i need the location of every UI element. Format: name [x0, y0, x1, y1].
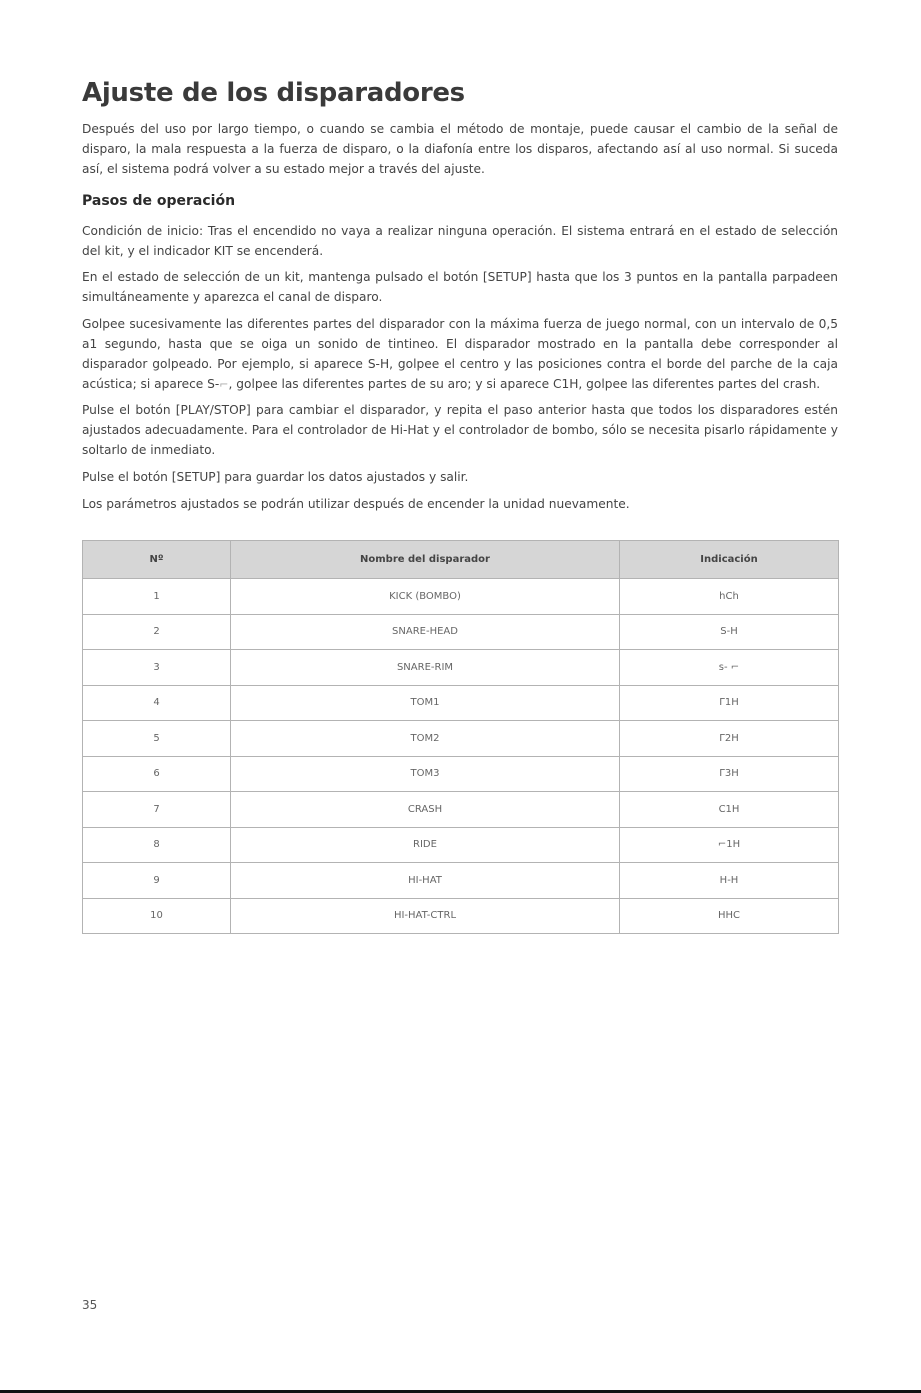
table-row: [83, 792, 839, 828]
page-title: Ajuste de los disparadores: [82, 78, 465, 108]
step-paragraph-1: Condición de inicio: Tras el encendido no vaya a realizar ninguna operación. El sistema entrará en el estado de selección del kit, y el indicador KIT se encenderá.: [82, 224, 838, 258]
steps-heading: Pasos de operación: [82, 193, 236, 209]
cell-number: 3: [83, 650, 231, 686]
cell-trigger-name: HI-HAT: [231, 863, 620, 899]
step-paragraph-5: Pulse el botón [SETUP] para guardar los datos ajustados y salir.: [82, 470, 469, 484]
cell-indication: HHC: [620, 898, 839, 934]
cell-trigger-name: TOM2: [231, 721, 620, 757]
cell-trigger-name: SNARE-HEAD: [231, 614, 620, 650]
cell-number: 8: [83, 827, 231, 863]
cell-trigger-name: KICK (BOMBO): [231, 579, 620, 615]
cell-indication: s- ⌐: [620, 650, 839, 686]
table-row: [83, 685, 839, 721]
cell-indication: Γ3H: [620, 756, 839, 792]
table-row: [83, 614, 839, 650]
cell-indication: Γ1H: [620, 685, 839, 721]
cell-trigger-name: SNARE-RIM: [231, 650, 620, 686]
cell-number: 1: [83, 579, 231, 615]
step-paragraph-6: Los parámetros ajustados se podrán utilizar después de encender la unidad nuevamente.: [82, 497, 630, 511]
cell-number: 9: [83, 863, 231, 899]
table-row: [83, 756, 839, 792]
table-row: [83, 650, 839, 686]
cell-trigger-name: TOM1: [231, 685, 620, 721]
cell-number: 2: [83, 614, 231, 650]
step-paragraph-3-part-b: , golpee las diferentes partes de su aro; y si aparece C1H, golpee las diferentes partes del crash.: [228, 377, 821, 391]
table-row: [83, 721, 839, 757]
page-number: 35: [82, 1298, 98, 1312]
table-row: [83, 827, 839, 863]
table-row: [83, 863, 839, 899]
header-indication: Indicación: [620, 541, 839, 579]
cell-trigger-name: CRASH: [231, 792, 620, 828]
step-paragraph-2: En el estado de selección de un kit, mantenga pulsado el botón [SETUP] hasta que los 3 puntos en la pantalla parpadeen simultáneamente y aparezca el canal de disparo.: [82, 270, 838, 304]
trigger-table: [82, 540, 839, 934]
header-number: Nº: [83, 541, 231, 579]
table-row: [83, 898, 839, 934]
step-paragraph-3-part-a: Golpee sucesivamente las diferentes partes del disparador con la máxima fuerza de juego normal, con un intervalo de 0,5 a1 segundo, hasta que se oiga un sonido de tintineo. El disparador mostrado en la pantalla debe corresponder al disparador golpeado. Por ejemplo, si aparece S-H, golpee el centro y las posiciones contra el borde del parche de la caja acústica; si aparece S-: [82, 317, 838, 391]
cell-number: 6: [83, 756, 231, 792]
intro-paragraph: Después del uso por largo tiempo, o cuando se cambia el método de montaje, puede causar el cambio de la señal de disparo, la mala respuesta a la fuerza de disparo, o la diafonía entre los disparos, afectando así al uso normal. Si suceda así, el sistema podrá volver a su estado mejor a través del ajuste.: [82, 122, 838, 176]
table-row: [83, 579, 839, 615]
header-trigger-name: Nombre del disparador: [231, 541, 620, 579]
step-paragraph-4: Pulse el botón [PLAY/STOP] para cambiar el disparador, y repita el paso anterior hasta que todos los disparadores estén ajustados adecuadamente. Para el controlador de Hi-Hat y el controlador de bombo, sólo se necesita pisarlo rápidamente y soltarlo de inmediato.: [82, 403, 838, 457]
cell-number: 5: [83, 721, 231, 757]
cell-indication: C1H: [620, 792, 839, 828]
cell-trigger-name: RIDE: [231, 827, 620, 863]
cell-indication: ⌐1H: [620, 827, 839, 863]
cell-indication: H-H: [620, 863, 839, 899]
cell-number: 10: [83, 898, 231, 934]
cell-trigger-name: TOM3: [231, 756, 620, 792]
cell-indication: hCh: [620, 579, 839, 615]
step-paragraph-3: [82, 314, 838, 395]
cell-number: 4: [83, 685, 231, 721]
snare-rim-glyph: ⌐: [219, 378, 229, 391]
cell-number: 7: [83, 792, 231, 828]
cell-indication: Γ2H: [620, 721, 839, 757]
cell-indication: S-H: [620, 614, 839, 650]
table-header-row: [83, 541, 839, 579]
cell-trigger-name: HI-HAT-CTRL: [231, 898, 620, 934]
